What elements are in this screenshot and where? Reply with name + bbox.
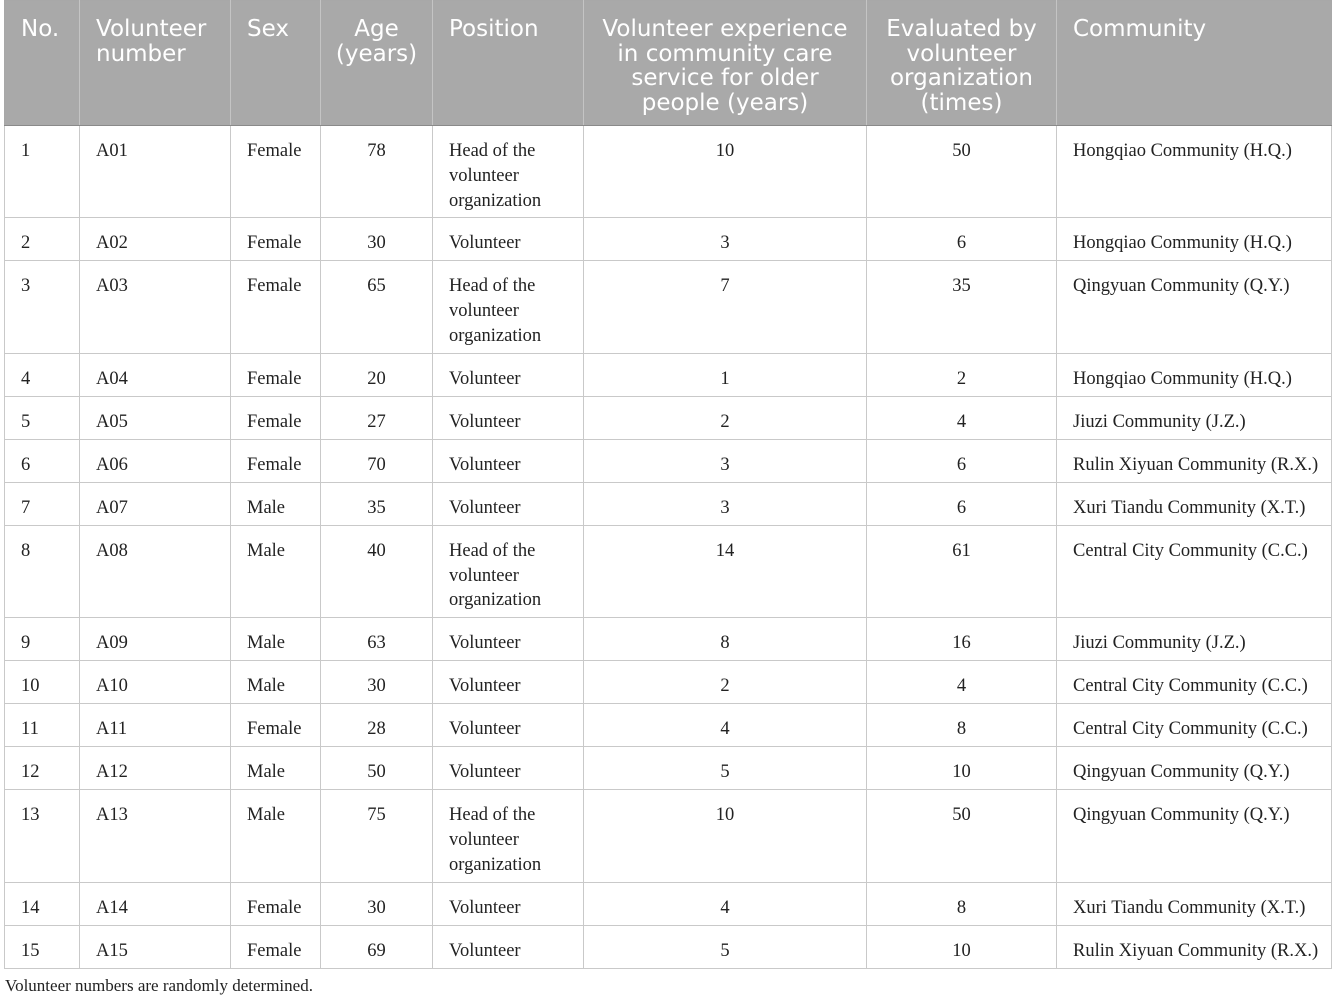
cell-volunteer-number: A03 xyxy=(80,261,231,353)
cell-volunteer-number: A06 xyxy=(80,439,231,482)
cell-community: Qingyuan Community (Q.Y.) xyxy=(1057,790,1332,882)
table-row xyxy=(5,525,1332,617)
cell-sex: Female xyxy=(231,261,321,353)
cell-evaluated: 10 xyxy=(867,747,1057,790)
table-row xyxy=(5,661,1332,704)
cell-community: Hongqiao Community (H.Q.) xyxy=(1057,353,1332,396)
cell-evaluated: 4 xyxy=(867,661,1057,704)
cell-age: 63 xyxy=(321,618,433,661)
cell-no: 8 xyxy=(5,525,80,617)
header-sex: Sex xyxy=(231,1,321,126)
cell-no: 15 xyxy=(5,925,80,968)
cell-age: 30 xyxy=(321,882,433,925)
cell-evaluated: 6 xyxy=(867,482,1057,525)
cell-experience: 8 xyxy=(584,618,867,661)
table-footnote: Volunteer numbers are randomly determined. xyxy=(5,976,313,995)
cell-community: Hongqiao Community (H.Q.) xyxy=(1057,126,1332,218)
cell-sex: Male xyxy=(231,790,321,882)
cell-experience: 7 xyxy=(584,261,867,353)
table-row xyxy=(5,482,1332,525)
cell-community: Central City Community (C.C.) xyxy=(1057,525,1332,617)
cell-experience: 5 xyxy=(584,747,867,790)
cell-sex: Male xyxy=(231,618,321,661)
cell-community: Rulin Xiyuan Community (R.X.) xyxy=(1057,439,1332,482)
cell-sex: Female xyxy=(231,882,321,925)
cell-no: 2 xyxy=(5,218,80,261)
cell-position: Head of the volunteer organization xyxy=(433,525,584,617)
cell-community: Qingyuan Community (Q.Y.) xyxy=(1057,747,1332,790)
cell-sex: Male xyxy=(231,747,321,790)
table-row xyxy=(5,704,1332,747)
cell-no: 12 xyxy=(5,747,80,790)
cell-age: 28 xyxy=(321,704,433,747)
cell-volunteer-number: A09 xyxy=(80,618,231,661)
cell-community: Rulin Xiyuan Community (R.X.) xyxy=(1057,925,1332,968)
cell-community: Hongqiao Community (H.Q.) xyxy=(1057,218,1332,261)
cell-position: Volunteer xyxy=(433,704,584,747)
cell-sex: Female xyxy=(231,439,321,482)
cell-experience: 5 xyxy=(584,925,867,968)
table-row xyxy=(5,439,1332,482)
cell-community: Central City Community (C.C.) xyxy=(1057,704,1332,747)
table-row xyxy=(5,790,1332,882)
cell-experience: 1 xyxy=(584,353,867,396)
cell-position: Head of the volunteer organization xyxy=(433,790,584,882)
table-row xyxy=(5,396,1332,439)
header-experience: Volunteer experience in community care service for older people (years) xyxy=(584,1,867,126)
cell-volunteer-number: A04 xyxy=(80,353,231,396)
header-row xyxy=(5,1,1332,126)
table-row xyxy=(5,126,1332,218)
header-community: Community xyxy=(1057,1,1332,126)
cell-age: 20 xyxy=(321,353,433,396)
cell-position: Volunteer xyxy=(433,925,584,968)
cell-experience: 10 xyxy=(584,790,867,882)
cell-volunteer-number: A10 xyxy=(80,661,231,704)
cell-sex: Male xyxy=(231,482,321,525)
header-volunteer-number: Volunteer number xyxy=(80,1,231,126)
cell-community: Jiuzi Community (J.Z.) xyxy=(1057,618,1332,661)
cell-age: 50 xyxy=(321,747,433,790)
cell-sex: Female xyxy=(231,925,321,968)
cell-volunteer-number: A13 xyxy=(80,790,231,882)
cell-sex: Male xyxy=(231,661,321,704)
cell-experience: 4 xyxy=(584,882,867,925)
cell-community: Xuri Tiandu Community (X.T.) xyxy=(1057,882,1332,925)
cell-age: 35 xyxy=(321,482,433,525)
cell-evaluated: 50 xyxy=(867,790,1057,882)
header-age: Age (years) xyxy=(321,1,433,126)
cell-position: Volunteer xyxy=(433,661,584,704)
cell-sex: Female xyxy=(231,353,321,396)
header-position: Position xyxy=(433,1,584,126)
table-body xyxy=(5,126,1332,969)
cell-no: 11 xyxy=(5,704,80,747)
cell-community: Central City Community (C.C.) xyxy=(1057,661,1332,704)
cell-experience: 3 xyxy=(584,218,867,261)
cell-experience: 2 xyxy=(584,396,867,439)
cell-volunteer-number: A15 xyxy=(80,925,231,968)
cell-experience: 2 xyxy=(584,661,867,704)
cell-sex: Female xyxy=(231,126,321,218)
cell-no: 4 xyxy=(5,353,80,396)
cell-position: Volunteer xyxy=(433,882,584,925)
cell-evaluated: 6 xyxy=(867,439,1057,482)
cell-evaluated: 10 xyxy=(867,925,1057,968)
cell-sex: Male xyxy=(231,525,321,617)
table-row xyxy=(5,882,1332,925)
cell-evaluated: 6 xyxy=(867,218,1057,261)
table-header xyxy=(5,1,1332,126)
cell-evaluated: 4 xyxy=(867,396,1057,439)
cell-community: Qingyuan Community (Q.Y.) xyxy=(1057,261,1332,353)
cell-sex: Female xyxy=(231,396,321,439)
cell-volunteer-number: A12 xyxy=(80,747,231,790)
cell-no: 5 xyxy=(5,396,80,439)
cell-experience: 4 xyxy=(584,704,867,747)
volunteer-table xyxy=(4,0,1332,969)
cell-volunteer-number: A11 xyxy=(80,704,231,747)
cell-position: Volunteer xyxy=(433,747,584,790)
cell-no: 7 xyxy=(5,482,80,525)
cell-no: 10 xyxy=(5,661,80,704)
cell-position: Volunteer xyxy=(433,218,584,261)
cell-community: Xuri Tiandu Community (X.T.) xyxy=(1057,482,1332,525)
cell-volunteer-number: A08 xyxy=(80,525,231,617)
cell-no: 13 xyxy=(5,790,80,882)
cell-evaluated: 61 xyxy=(867,525,1057,617)
cell-position: Volunteer xyxy=(433,439,584,482)
cell-volunteer-number: A14 xyxy=(80,882,231,925)
table-row xyxy=(5,747,1332,790)
cell-experience: 10 xyxy=(584,126,867,218)
cell-evaluated: 50 xyxy=(867,126,1057,218)
cell-no: 14 xyxy=(5,882,80,925)
cell-experience: 14 xyxy=(584,525,867,617)
cell-position: Volunteer xyxy=(433,618,584,661)
cell-volunteer-number: A05 xyxy=(80,396,231,439)
cell-volunteer-number: A02 xyxy=(80,218,231,261)
header-evaluated: Evaluated by volunteer organization (times) xyxy=(867,1,1057,126)
cell-evaluated: 8 xyxy=(867,882,1057,925)
cell-experience: 3 xyxy=(584,482,867,525)
cell-age: 27 xyxy=(321,396,433,439)
cell-no: 6 xyxy=(5,439,80,482)
cell-age: 30 xyxy=(321,218,433,261)
cell-evaluated: 35 xyxy=(867,261,1057,353)
cell-sex: Female xyxy=(231,704,321,747)
cell-position: Head of the volunteer organization xyxy=(433,261,584,353)
cell-position: Head of the volunteer organization xyxy=(433,126,584,218)
cell-evaluated: 8 xyxy=(867,704,1057,747)
cell-no: 1 xyxy=(5,126,80,218)
cell-experience: 3 xyxy=(584,439,867,482)
cell-evaluated: 2 xyxy=(867,353,1057,396)
table-row xyxy=(5,618,1332,661)
cell-age: 70 xyxy=(321,439,433,482)
table-row xyxy=(5,353,1332,396)
cell-age: 40 xyxy=(321,525,433,617)
cell-age: 30 xyxy=(321,661,433,704)
table-row xyxy=(5,261,1332,353)
cell-position: Volunteer xyxy=(433,353,584,396)
cell-position: Volunteer xyxy=(433,396,584,439)
cell-community: Jiuzi Community (J.Z.) xyxy=(1057,396,1332,439)
cell-no: 3 xyxy=(5,261,80,353)
cell-evaluated: 16 xyxy=(867,618,1057,661)
cell-age: 75 xyxy=(321,790,433,882)
cell-age: 78 xyxy=(321,126,433,218)
table-row xyxy=(5,218,1332,261)
cell-age: 69 xyxy=(321,925,433,968)
cell-age: 65 xyxy=(321,261,433,353)
cell-position: Volunteer xyxy=(433,482,584,525)
table-row xyxy=(5,925,1332,968)
cell-sex: Female xyxy=(231,218,321,261)
header-no: No. xyxy=(5,1,80,126)
cell-volunteer-number: A01 xyxy=(80,126,231,218)
cell-no: 9 xyxy=(5,618,80,661)
cell-volunteer-number: A07 xyxy=(80,482,231,525)
